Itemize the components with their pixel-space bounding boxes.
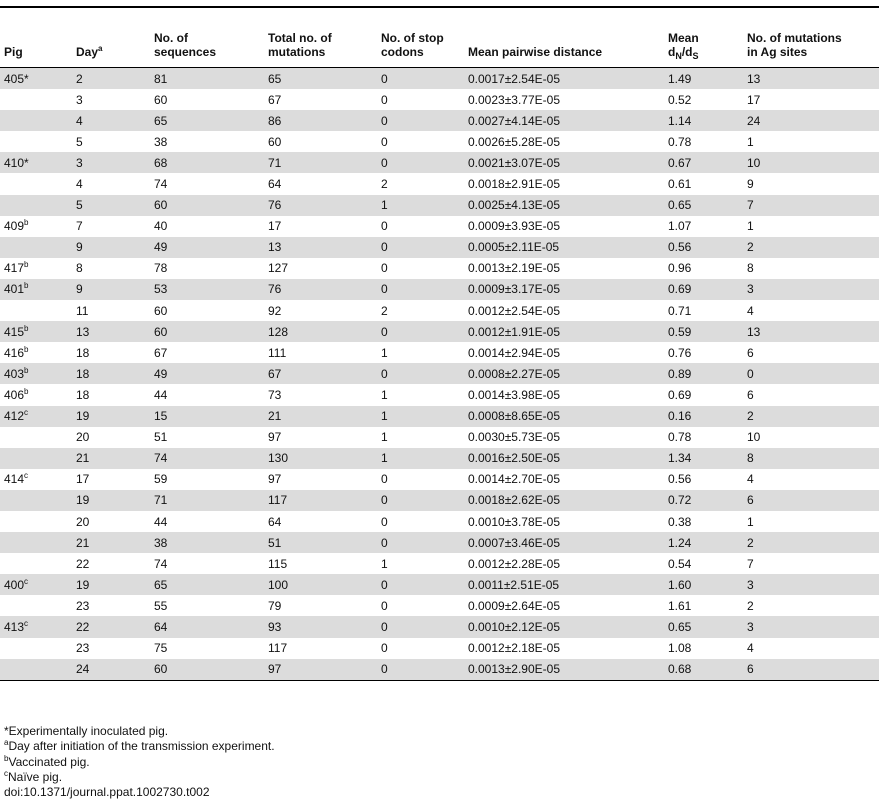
cell-day: 19 bbox=[72, 490, 150, 511]
cell-dnds: 0.69 bbox=[668, 387, 692, 402]
cell-pig bbox=[0, 553, 72, 574]
cell-pig: 410* bbox=[0, 152, 72, 173]
cell-ag-sites: 6 bbox=[743, 490, 879, 511]
cell-mutations: 97 bbox=[268, 430, 282, 445]
cell-day: 22 bbox=[72, 616, 150, 637]
table-row bbox=[0, 152, 879, 173]
footnote-mark: c bbox=[24, 408, 29, 418]
table-row bbox=[0, 300, 879, 321]
cell-day: 3 bbox=[72, 152, 150, 173]
cell-dnds: 0.68 bbox=[664, 659, 743, 681]
cell-pig bbox=[0, 490, 72, 511]
cell-distance: 0.0008±8.65E-05 bbox=[464, 406, 664, 427]
table-row bbox=[0, 321, 879, 342]
footnote-mark: b bbox=[24, 218, 29, 228]
table-row bbox=[0, 448, 879, 469]
cell-mutations: 67 bbox=[264, 363, 377, 384]
table-row bbox=[0, 659, 879, 681]
cell-stop-codons: 0 bbox=[377, 110, 464, 131]
cell-sequences: 60 bbox=[150, 195, 264, 216]
cell-pig bbox=[0, 448, 72, 469]
cell-pig bbox=[0, 595, 72, 616]
footnote-mark: b bbox=[24, 281, 29, 291]
cell-pig: 403$^b$ bbox=[0, 363, 72, 384]
cell-day: 2 bbox=[72, 68, 150, 90]
cell-dnds: 0.69 bbox=[664, 279, 743, 300]
table-row bbox=[0, 616, 879, 637]
cell-sequences: 44 bbox=[154, 514, 168, 529]
table-row bbox=[0, 173, 879, 194]
header-day: Day$^a$ bbox=[72, 28, 150, 68]
cell-sequences: 74 bbox=[154, 556, 168, 571]
cell-pig bbox=[0, 638, 72, 659]
cell-pig bbox=[0, 511, 72, 532]
cell-stop-codons: 1 bbox=[377, 448, 464, 469]
cell-sequences: 40 bbox=[154, 219, 168, 234]
cell-mutations: 64 bbox=[268, 514, 282, 529]
cell-distance: 0.0011±2.51E-05 bbox=[464, 574, 664, 595]
cell-mutations: 111 bbox=[268, 345, 287, 360]
cell-pig: 405* bbox=[0, 68, 72, 90]
cell-distance: 0.0012±1.91E-05 bbox=[464, 321, 664, 342]
cell-stop-codons: 0 bbox=[377, 279, 464, 300]
cell-mutations: 117 bbox=[268, 641, 288, 656]
header-dnds: Mean $d_N/d_S$ bbox=[664, 28, 743, 68]
cell-stop-codons: 1 bbox=[377, 406, 464, 427]
cell-stop-codons: 0 bbox=[381, 261, 388, 276]
cell-stop-codons: 0 bbox=[377, 616, 464, 637]
table-row bbox=[0, 195, 879, 216]
cell-day: 5 bbox=[72, 195, 150, 216]
cell-pig bbox=[0, 89, 72, 110]
cell-pig: 406$^b$ bbox=[4, 386, 29, 402]
cell-pig: 401$^b$ bbox=[0, 279, 72, 300]
cell-ag-sites: 13 bbox=[743, 321, 879, 342]
cell-mutations: 76 bbox=[264, 279, 377, 300]
cell-day: 23 bbox=[76, 641, 90, 656]
cell-day: 21 bbox=[72, 448, 150, 469]
cell-day: 5 bbox=[76, 134, 83, 149]
cell-ag-sites: 3 bbox=[743, 574, 879, 595]
cell-ag-sites: 1 bbox=[747, 219, 754, 234]
cell-distance: 0.0014±2.94E-05 bbox=[468, 345, 560, 360]
cell-mutations: 100 bbox=[264, 574, 377, 595]
cell-stop-codons: 0 bbox=[377, 532, 464, 553]
cell-ag-sites: 8 bbox=[743, 448, 879, 469]
footnote-mark: b bbox=[24, 323, 29, 333]
cell-stop-codons: 0 bbox=[381, 514, 388, 529]
cell-stop-codons: 1 bbox=[381, 387, 388, 402]
footnote-mark: c bbox=[24, 576, 29, 586]
table-row bbox=[0, 237, 879, 258]
cell-distance: 0.0012±2.54E-05 bbox=[468, 303, 560, 318]
cell-day: 23 bbox=[76, 598, 90, 613]
cell-ag-sites: 10 bbox=[743, 152, 879, 173]
header-row bbox=[0, 28, 879, 68]
cell-mutations: 71 bbox=[264, 152, 377, 173]
table-row bbox=[0, 532, 879, 553]
cell-mutations: 65 bbox=[264, 68, 377, 90]
cell-day: 19 bbox=[72, 406, 150, 427]
table-row bbox=[0, 574, 879, 595]
cell-dnds: 0.89 bbox=[664, 363, 743, 384]
cell-distance: 0.0017±2.54E-05 bbox=[464, 68, 664, 90]
cell-day: 20 bbox=[76, 430, 90, 445]
table-row bbox=[0, 469, 879, 490]
cell-ag-sites: 6 bbox=[747, 387, 754, 402]
cell-day: 8 bbox=[76, 261, 83, 276]
cell-distance: 0.0009±2.64E-05 bbox=[468, 598, 560, 613]
cell-ag-sites: 8 bbox=[747, 261, 754, 276]
cell-stop-codons: 1 bbox=[381, 556, 388, 571]
cell-sequences: 67 bbox=[154, 345, 168, 360]
cell-distance: 0.0026±5.28E-05 bbox=[468, 134, 560, 149]
cell-dnds: 0.96 bbox=[668, 261, 692, 276]
cell-distance: 0.0007±3.46E-05 bbox=[464, 532, 664, 553]
cell-stop-codons: 0 bbox=[377, 490, 464, 511]
cell-dnds: 1.08 bbox=[668, 641, 692, 656]
cell-sequences: 59 bbox=[154, 472, 168, 487]
cell-mutations: 117 bbox=[264, 490, 377, 511]
cell-dnds: 1.61 bbox=[668, 598, 692, 613]
table-row bbox=[0, 511, 879, 532]
cell-ag-sites: 7 bbox=[747, 556, 754, 571]
cell-distance: 0.0025±4.13E-05 bbox=[464, 195, 664, 216]
cell-sequences: 65 bbox=[150, 110, 264, 131]
cell-dnds: 0.54 bbox=[668, 556, 692, 571]
cell-stop-codons: 1 bbox=[381, 430, 388, 445]
cell-sequences: 60 bbox=[154, 92, 168, 107]
footnote-mark: b bbox=[24, 365, 29, 375]
table-row bbox=[0, 68, 879, 90]
cell-ag-sites: 0 bbox=[743, 363, 879, 384]
footnote-line: *Experimentally inoculated pig. bbox=[4, 724, 169, 738]
cell-mutations: 115 bbox=[268, 556, 288, 571]
cell-distance: 0.0009±3.17E-05 bbox=[464, 279, 664, 300]
cell-dnds: 0.52 bbox=[668, 92, 692, 107]
cell-mutations: 13 bbox=[264, 237, 377, 258]
cell-ag-sites: 10 bbox=[747, 430, 761, 445]
cell-dnds: 0.78 bbox=[668, 134, 692, 149]
cell-pig bbox=[0, 131, 72, 152]
table-row bbox=[0, 342, 879, 363]
table-row bbox=[0, 89, 879, 110]
cell-day: 24 bbox=[72, 659, 150, 681]
table-row bbox=[0, 553, 879, 574]
cell-mutations: 128 bbox=[264, 321, 377, 342]
cell-ag-sites: 3 bbox=[743, 279, 879, 300]
cell-distance: 0.0009±3.93E-05 bbox=[468, 219, 560, 234]
cell-day: 18 bbox=[76, 387, 90, 402]
table-row bbox=[0, 406, 879, 427]
cell-dnds: 0.59 bbox=[664, 321, 743, 342]
cell-stop-codons: 0 bbox=[377, 68, 464, 90]
cell-ag-sites: 4 bbox=[747, 472, 754, 487]
cell-stop-codons: 0 bbox=[381, 219, 388, 234]
cell-stop-codons: 0 bbox=[377, 321, 464, 342]
cell-dnds: 0.56 bbox=[668, 472, 692, 487]
cell-sequences: 53 bbox=[150, 279, 264, 300]
cell-dnds: 1.49 bbox=[664, 68, 743, 90]
cell-day: 17 bbox=[76, 472, 90, 487]
cell-dnds: 0.38 bbox=[668, 514, 692, 529]
cell-distance: 0.0016±2.50E-05 bbox=[464, 448, 664, 469]
cell-day: 21 bbox=[72, 532, 150, 553]
cell-distance: 0.0023±3.77E-05 bbox=[468, 92, 560, 107]
footnote-line: $^c$Naïve pig. bbox=[4, 768, 63, 784]
cell-distance: 0.0018±2.62E-05 bbox=[464, 490, 664, 511]
cell-day: 3 bbox=[76, 92, 83, 107]
cell-mutations: 130 bbox=[264, 448, 377, 469]
cell-sequences: 44 bbox=[154, 387, 168, 402]
cell-pig bbox=[0, 532, 72, 553]
cell-sequences: 51 bbox=[154, 430, 168, 445]
footnote-mark: b bbox=[24, 386, 29, 396]
cell-dnds: 0.76 bbox=[668, 345, 692, 360]
cell-stop-codons: 0 bbox=[377, 152, 464, 173]
cell-day: 18 bbox=[72, 363, 150, 384]
cell-sequences: 60 bbox=[150, 321, 264, 342]
cell-pig: 415$^b$ bbox=[0, 321, 72, 342]
cell-pig bbox=[0, 659, 72, 681]
cell-day: 4 bbox=[72, 110, 150, 131]
footnote-line: doi:10.1371/journal.ppat.1002730.t002 bbox=[4, 785, 210, 800]
cell-pig: 409$^b$ bbox=[4, 218, 29, 234]
cell-day: 4 bbox=[76, 177, 83, 192]
cell-ag-sites: 1 bbox=[747, 134, 754, 149]
cell-distance: 0.0013±2.90E-05 bbox=[464, 659, 664, 681]
cell-sequences: 78 bbox=[154, 261, 168, 276]
cell-dnds: 1.60 bbox=[664, 574, 743, 595]
cell-dnds: 0.56 bbox=[664, 237, 743, 258]
cell-stop-codons: 2 bbox=[381, 303, 388, 318]
cell-stop-codons: 0 bbox=[377, 363, 464, 384]
table-row bbox=[0, 216, 879, 237]
cell-stop-codons: 0 bbox=[381, 472, 388, 487]
cell-mutations: 92 bbox=[268, 303, 282, 318]
cell-pig bbox=[0, 300, 72, 321]
cell-stop-codons: 1 bbox=[377, 195, 464, 216]
cell-ag-sites: 9 bbox=[747, 177, 754, 192]
cell-ag-sites: 4 bbox=[747, 641, 754, 656]
cell-mutations: 64 bbox=[268, 177, 282, 192]
header-pig: Pig bbox=[0, 28, 72, 68]
cell-pig: 417$^b$ bbox=[4, 260, 29, 276]
cell-distance: 0.0027±4.14E-05 bbox=[464, 110, 664, 131]
cell-sequences: 38 bbox=[154, 134, 168, 149]
header-ag-sites: No. of mutations in Ag sites bbox=[743, 28, 879, 68]
header-distance: Mean pairwise distance bbox=[464, 28, 664, 68]
cell-sequences: 81 bbox=[150, 68, 264, 90]
cell-dnds: 0.61 bbox=[668, 177, 692, 192]
table-row bbox=[0, 258, 879, 279]
cell-dnds: 1.24 bbox=[664, 532, 743, 553]
cell-sequences: 15 bbox=[150, 406, 264, 427]
table-row bbox=[0, 131, 879, 152]
cell-ag-sites: 2 bbox=[743, 532, 879, 553]
cell-stop-codons: 0 bbox=[381, 92, 388, 107]
cell-pig bbox=[0, 110, 72, 131]
cell-ag-sites: 4 bbox=[747, 303, 754, 318]
table-row bbox=[0, 638, 879, 659]
cell-mutations: 93 bbox=[264, 616, 377, 637]
cell-mutations: 97 bbox=[268, 472, 282, 487]
cell-mutations: 97 bbox=[264, 659, 377, 681]
cell-ag-sites: 3 bbox=[743, 616, 879, 637]
cell-mutations: 127 bbox=[268, 261, 289, 276]
cell-ag-sites: 13 bbox=[743, 68, 879, 90]
cell-stop-codons: 0 bbox=[381, 134, 388, 149]
cell-sequences: 60 bbox=[150, 659, 264, 681]
cell-mutations: 76 bbox=[264, 195, 377, 216]
cell-sequences: 38 bbox=[150, 532, 264, 553]
cell-stop-codons: 0 bbox=[381, 598, 388, 613]
cell-pig: 414$^c$ bbox=[4, 471, 29, 487]
cell-pig: 413$^c$ bbox=[0, 616, 72, 637]
cell-distance: 0.0014±3.98E-05 bbox=[468, 387, 560, 402]
cell-distance: 0.0018±2.91E-05 bbox=[468, 177, 560, 192]
footnote-mark: b bbox=[24, 260, 29, 270]
header-stop-codons: No. of stop codons bbox=[377, 28, 464, 68]
table-row bbox=[0, 279, 879, 300]
cell-stop-codons: 2 bbox=[381, 177, 388, 192]
cell-stop-codons: 0 bbox=[381, 641, 388, 656]
cell-sequences: 74 bbox=[154, 177, 168, 192]
top-rule bbox=[0, 6, 879, 8]
cell-day: 9 bbox=[72, 237, 150, 258]
cell-mutations: 60 bbox=[268, 134, 282, 149]
cell-pig: 412$^c$ bbox=[0, 406, 72, 427]
cell-ag-sites: 17 bbox=[747, 92, 761, 107]
cell-stop-codons: 0 bbox=[377, 659, 464, 681]
cell-day: 22 bbox=[76, 556, 90, 571]
table-row bbox=[0, 595, 879, 616]
cell-sequences: 55 bbox=[154, 598, 168, 613]
cell-dnds: 0.65 bbox=[664, 195, 743, 216]
cell-ag-sites: 24 bbox=[743, 110, 879, 131]
table-row bbox=[0, 110, 879, 131]
cell-ag-sites: 6 bbox=[747, 345, 754, 360]
footnote-mark: c bbox=[24, 618, 29, 628]
cell-distance: 0.0012±2.18E-05 bbox=[468, 641, 560, 656]
cell-ag-sites: 2 bbox=[743, 237, 879, 258]
cell-distance: 0.0005±2.11E-05 bbox=[464, 237, 664, 258]
cell-day: 9 bbox=[72, 279, 150, 300]
cell-stop-codons: 0 bbox=[377, 574, 464, 595]
cell-distance: 0.0008±2.27E-05 bbox=[464, 363, 664, 384]
cell-day: 7 bbox=[76, 219, 83, 234]
footnote-mark: * bbox=[24, 155, 29, 170]
cell-distance: 0.0010±2.12E-05 bbox=[464, 616, 664, 637]
cell-distance: 0.0014±2.70E-05 bbox=[468, 472, 560, 487]
cell-mutations: 79 bbox=[268, 598, 282, 613]
mutation-table bbox=[0, 28, 879, 681]
table-body bbox=[0, 68, 879, 681]
cell-mutations: 51 bbox=[264, 532, 377, 553]
cell-mutations: 73 bbox=[268, 387, 282, 402]
cell-pig bbox=[0, 427, 72, 448]
cell-ag-sites: 7 bbox=[743, 195, 879, 216]
cell-stop-codons: 0 bbox=[377, 237, 464, 258]
cell-sequences: 49 bbox=[150, 237, 264, 258]
header-mutations: Total no. of mutations bbox=[264, 28, 377, 68]
cell-day: 19 bbox=[72, 574, 150, 595]
cell-distance: 0.0010±3.78E-05 bbox=[468, 514, 560, 529]
cell-dnds: 1.14 bbox=[664, 110, 743, 131]
cell-sequences: 60 bbox=[154, 303, 168, 318]
cell-sequences: 75 bbox=[154, 641, 168, 656]
footnote-mark: b bbox=[24, 344, 29, 354]
cell-mutations: 17 bbox=[268, 219, 282, 234]
cell-distance: 0.0012±2.28E-05 bbox=[468, 556, 560, 571]
cell-sequences: 65 bbox=[150, 574, 264, 595]
table-row bbox=[0, 384, 879, 405]
cell-dnds: 1.34 bbox=[664, 448, 743, 469]
cell-ag-sites: 1 bbox=[747, 514, 754, 529]
cell-mutations: 86 bbox=[264, 110, 377, 131]
cell-sequences: 74 bbox=[150, 448, 264, 469]
cell-stop-codons: 1 bbox=[381, 345, 388, 360]
cell-sequences: 64 bbox=[150, 616, 264, 637]
header-sequences: No. of sequences bbox=[150, 28, 264, 68]
cell-dnds: 0.16 bbox=[664, 406, 743, 427]
cell-sequences: 71 bbox=[150, 490, 264, 511]
cell-dnds: 0.67 bbox=[664, 152, 743, 173]
cell-dnds: 0.65 bbox=[664, 616, 743, 637]
table-row bbox=[0, 427, 879, 448]
cell-sequences: 68 bbox=[150, 152, 264, 173]
footnote-line: $^b$Vaccinated pig. bbox=[4, 753, 90, 769]
footnote-line: $^a$Day after initiation of the transmission experiment. bbox=[4, 738, 275, 754]
cell-dnds: 0.72 bbox=[664, 490, 743, 511]
table-row bbox=[0, 363, 879, 384]
cell-pig bbox=[0, 173, 72, 194]
table-row bbox=[0, 490, 879, 511]
cell-pig bbox=[0, 195, 72, 216]
cell-ag-sites: 2 bbox=[747, 598, 754, 613]
cell-dnds: 0.78 bbox=[668, 430, 692, 445]
cell-day: 20 bbox=[76, 514, 90, 529]
cell-distance: 0.0013±2.19E-05 bbox=[468, 261, 560, 276]
cell-ag-sites: 6 bbox=[743, 659, 879, 681]
cell-pig: 416$^b$ bbox=[4, 344, 29, 360]
cell-pig bbox=[0, 237, 72, 258]
cell-ag-sites: 2 bbox=[743, 406, 879, 427]
cell-pig: 400$^c$ bbox=[0, 574, 72, 595]
cell-day: 13 bbox=[72, 321, 150, 342]
footnotes bbox=[4, 724, 275, 800]
cell-dnds: 0.71 bbox=[668, 303, 692, 318]
cell-distance: 0.0021±3.07E-05 bbox=[464, 152, 664, 173]
cell-mutations: 21 bbox=[264, 406, 377, 427]
cell-distance: 0.0030±5.73E-05 bbox=[468, 430, 560, 445]
cell-day: 11 bbox=[76, 303, 89, 318]
cell-sequences: 49 bbox=[150, 363, 264, 384]
footnote-mark: c bbox=[24, 471, 29, 481]
cell-mutations: 67 bbox=[268, 92, 282, 107]
cell-dnds: 1.07 bbox=[668, 219, 692, 234]
footnote-mark: * bbox=[24, 71, 29, 86]
cell-day: 18 bbox=[76, 345, 90, 360]
